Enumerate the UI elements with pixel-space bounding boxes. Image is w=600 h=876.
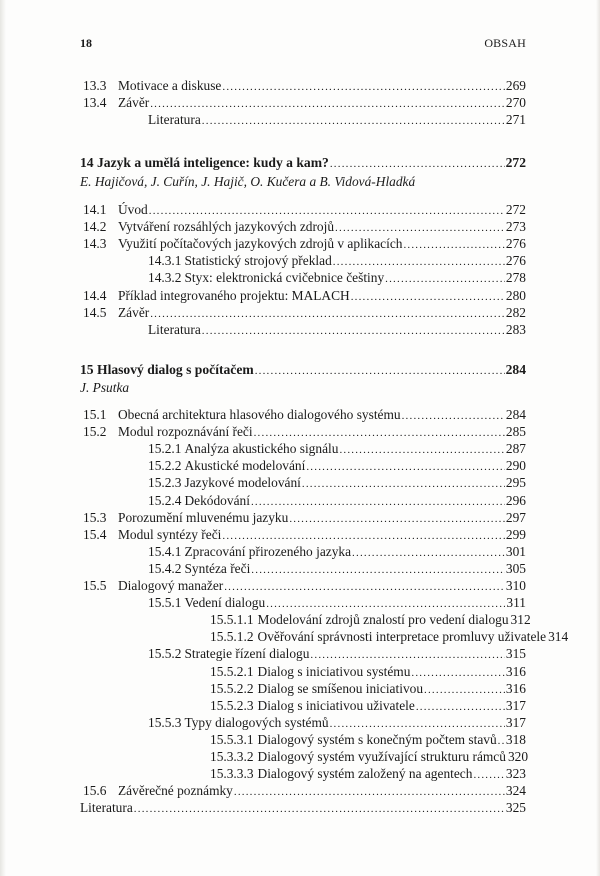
- entry-title: Zpracování přirozeného jazyka: [184, 543, 352, 559]
- entry-title: Dekódování: [184, 492, 250, 508]
- chapter-page: 284: [505, 362, 526, 377]
- entry-number: 15.2.4: [148, 492, 182, 508]
- entry-title: Dialogový systém s konečným počtem stavů: [257, 731, 497, 747]
- entry-number: 15.5.2.1: [210, 663, 254, 679]
- entry-page: 295: [505, 475, 526, 491]
- entry-title: Využití počítačových jazykových zdrojů v aplikacích: [118, 236, 403, 252]
- entry-page: 270: [505, 95, 526, 110]
- entry-title: Dialog s iniciativou systému: [257, 663, 411, 679]
- chapter-14-authors: E. Hajičová, J. Cuřín, J. Hajič, O. Kučera a B. Vidová-Hladká: [80, 174, 416, 189]
- entry-title: Typy dialogových systémů: [184, 714, 329, 730]
- entry-number: 15.4: [83, 526, 107, 542]
- entry-number: 15.2.3: [148, 475, 182, 491]
- entry-page: 305: [505, 560, 526, 576]
- toc-subentry[interactable]: [148, 543, 526, 560]
- toc-subentry[interactable]: [148, 457, 526, 474]
- toc-entry-literature[interactable]: [80, 799, 526, 816]
- entry-number: 15.6: [83, 783, 107, 799]
- entry-page: 271: [505, 112, 526, 127]
- entry-title: Literatura: [148, 321, 201, 337]
- dot-leader: [330, 156, 505, 173]
- toc-subentry[interactable]: [148, 645, 526, 662]
- chapter-14-heading[interactable]: [80, 154, 526, 171]
- entry-page: 269: [505, 78, 526, 93]
- entry-title: Porozumění mluvenému jazyku: [118, 509, 289, 525]
- entry-page: 323: [505, 766, 526, 782]
- entry-number: 15.4.1: [148, 543, 182, 559]
- entry-title: Analýza akustického signálu: [184, 441, 339, 457]
- toc-subsubentry[interactable]: [210, 663, 526, 680]
- entry-page: 324: [505, 783, 526, 799]
- toc-subsubentry[interactable]: [210, 628, 569, 645]
- page-edge-right: [596, 0, 600, 876]
- entry-number: 15.2: [83, 424, 107, 440]
- entry-page: 284: [505, 407, 526, 422]
- chapter-15-heading[interactable]: [80, 361, 526, 378]
- entry-title: Jazykové modelování: [184, 475, 301, 491]
- entry-number: 15.5.3: [148, 714, 182, 730]
- toc-entry[interactable]: [80, 94, 526, 111]
- entry-page: 285: [505, 424, 526, 440]
- entry-page: 315: [505, 646, 526, 662]
- toc-entry[interactable]: [83, 423, 526, 440]
- entry-number: 15.3.3.2: [210, 749, 254, 764]
- entry-title: Statistický strojový překlad: [184, 253, 332, 269]
- toc-subsubentry[interactable]: [210, 611, 531, 628]
- toc-subentry[interactable]: [148, 269, 526, 286]
- toc-subentry[interactable]: [148, 594, 526, 611]
- chapter-title: 14 Jazyk a umělá inteligence: kudy a kam?: [80, 155, 329, 170]
- entry-title: Závěrečné poznámky: [118, 783, 233, 799]
- entry-title: Dialogový manažer: [118, 578, 224, 593]
- entry-page: 276: [505, 236, 526, 252]
- toc-subentry[interactable]: [148, 492, 526, 509]
- entry-page: 316: [505, 663, 526, 679]
- entry-number: 14.2: [83, 219, 107, 235]
- toc-entry[interactable]: [83, 201, 526, 218]
- entry-page: 320: [507, 749, 529, 764]
- entry-number: 15.3.3.3: [210, 766, 254, 782]
- entry-number: 15.3: [83, 509, 107, 525]
- entry-page: 316: [505, 680, 526, 696]
- page-edge-left: [0, 0, 6, 876]
- toc-subsubentry[interactable]: [210, 748, 529, 765]
- entry-title: Modul syntézy řeči: [118, 526, 222, 542]
- entry-number: 15.5.1.1: [210, 612, 254, 628]
- entry-number: 15.5.2.3: [210, 697, 254, 713]
- chapter-title: 15 Hlasový dialog s počítačem: [80, 362, 254, 377]
- entry-number: 15.5.3.1: [210, 731, 254, 747]
- entry-number: 14.3: [83, 236, 107, 252]
- entry-title: Motivace a diskuse: [118, 78, 222, 93]
- toc-entry[interactable]: [83, 304, 526, 321]
- toc-entry[interactable]: [83, 218, 526, 235]
- toc-entry[interactable]: [83, 782, 526, 799]
- entry-page: 283: [505, 321, 526, 337]
- toc-subentry[interactable]: [148, 440, 526, 457]
- toc-entry[interactable]: [83, 526, 526, 543]
- entry-page: 296: [505, 492, 526, 508]
- entry-number: 14.1: [83, 202, 107, 217]
- toc-subsubentry[interactable]: [210, 765, 526, 782]
- toc-entry[interactable]: [80, 77, 526, 94]
- entry-number: 15.5.1.2: [210, 629, 254, 645]
- entry-page: 276: [505, 253, 526, 269]
- toc-entry[interactable]: [83, 406, 526, 423]
- entry-title: Modelování zdrojů znalostí pro vedení dialogu: [257, 612, 509, 628]
- entry-number: 15.1: [83, 407, 107, 422]
- entry-title: Dialogový systém založený na agentech: [257, 766, 473, 782]
- entry-page: 318: [505, 731, 526, 747]
- entry-number: 15.2.1: [148, 441, 182, 457]
- toc-entry[interactable]: [83, 509, 526, 526]
- entry-title: Dialogový systém využívající strukturu rámců: [257, 749, 506, 764]
- entry-title: Závěr: [118, 95, 150, 110]
- entry-page: 278: [505, 270, 526, 286]
- entry-page: 272: [505, 202, 526, 217]
- entry-title: Příklad integrovaného projektu: MALACH: [118, 287, 350, 303]
- entry-title: Akustické modelování: [184, 458, 306, 474]
- entry-title: Literatura: [80, 800, 133, 816]
- entry-title: Dialog s iniciativou uživatele: [257, 697, 415, 713]
- entry-title: Dialog se smíšenou iniciativou: [257, 680, 424, 696]
- dot-leader: [255, 363, 505, 380]
- toc-subentry[interactable]: [148, 474, 526, 491]
- entry-page: 310: [505, 578, 526, 593]
- entry-title: Vedení dialogu: [184, 595, 266, 611]
- entry-page: 325: [505, 800, 526, 816]
- entry-title: Vytváření rozsáhlých jazykových zdrojů: [118, 219, 335, 235]
- entry-title: Literatura: [148, 112, 201, 127]
- entry-number: 14.5: [83, 304, 107, 320]
- toc-entry-literature[interactable]: [148, 111, 526, 128]
- entry-number: 15.2.2: [148, 458, 182, 474]
- entry-number: 15.5.1: [148, 595, 182, 611]
- entry-number: 14.4: [83, 287, 107, 303]
- entry-page: 290: [505, 458, 526, 474]
- toc-entry-literature[interactable]: [148, 321, 526, 338]
- entry-page: 299: [505, 526, 526, 542]
- entry-title: Závěr: [118, 304, 150, 320]
- entry-number: 15.5.2.2: [210, 680, 254, 696]
- entry-number: 14.3.1: [148, 253, 182, 269]
- toc-entry[interactable]: [83, 287, 526, 304]
- toc-entry[interactable]: [83, 235, 526, 252]
- chapter-15-authors: J. Psutka: [80, 380, 130, 395]
- entry-page: 287: [505, 441, 526, 457]
- entry-page: 311: [506, 595, 526, 611]
- entry-title: Obecná architektura hlasového dialogového systému: [118, 407, 401, 422]
- toc-subentry[interactable]: [148, 714, 526, 731]
- chapter-page: 272: [505, 155, 526, 170]
- entry-page: 301: [505, 543, 526, 559]
- entry-page: 282: [505, 304, 526, 320]
- entry-title: Syntéza řeči: [184, 560, 251, 576]
- entry-number: 13.3: [83, 78, 107, 93]
- toc-subsubentry[interactable]: [210, 697, 526, 714]
- entry-title: Strategie řízení dialogu: [184, 646, 310, 662]
- toc-subentry[interactable]: [148, 252, 526, 269]
- entry-number: 13.4: [83, 95, 107, 110]
- entry-title: Ověřování správnosti interpretace promluvy uživatele: [257, 629, 547, 645]
- entry-title: Úvod: [118, 202, 148, 217]
- entry-page: 273: [505, 219, 526, 235]
- entry-title: Modul rozpoznávání řeči: [118, 424, 253, 440]
- toc-subsubentry[interactable]: [210, 680, 526, 697]
- toc-entry[interactable]: [83, 577, 526, 594]
- dot-leader: [202, 113, 505, 130]
- entry-number: 15.4.2: [148, 560, 182, 576]
- entry-page: 280: [505, 287, 526, 303]
- toc-subentry[interactable]: [148, 560, 526, 577]
- entry-page: 317: [505, 697, 526, 713]
- entry-number: 15.5: [83, 578, 107, 593]
- entry-page: 312: [510, 612, 531, 628]
- dot-leader: [134, 801, 505, 818]
- running-title: OBSAH: [484, 36, 526, 50]
- toc-subsubentry[interactable]: [210, 731, 526, 748]
- dot-leader: [202, 323, 505, 340]
- entry-number: 15.5.2: [148, 646, 182, 662]
- entry-title: Styx: elektronická cvičebnice češtiny: [184, 270, 385, 286]
- page-number: 18: [80, 36, 92, 50]
- page-header: [80, 36, 526, 52]
- entry-number: 14.3.2: [148, 270, 182, 286]
- entry-page: 297: [505, 509, 526, 525]
- entry-page: 317: [505, 714, 526, 730]
- entry-page: 314: [548, 629, 569, 645]
